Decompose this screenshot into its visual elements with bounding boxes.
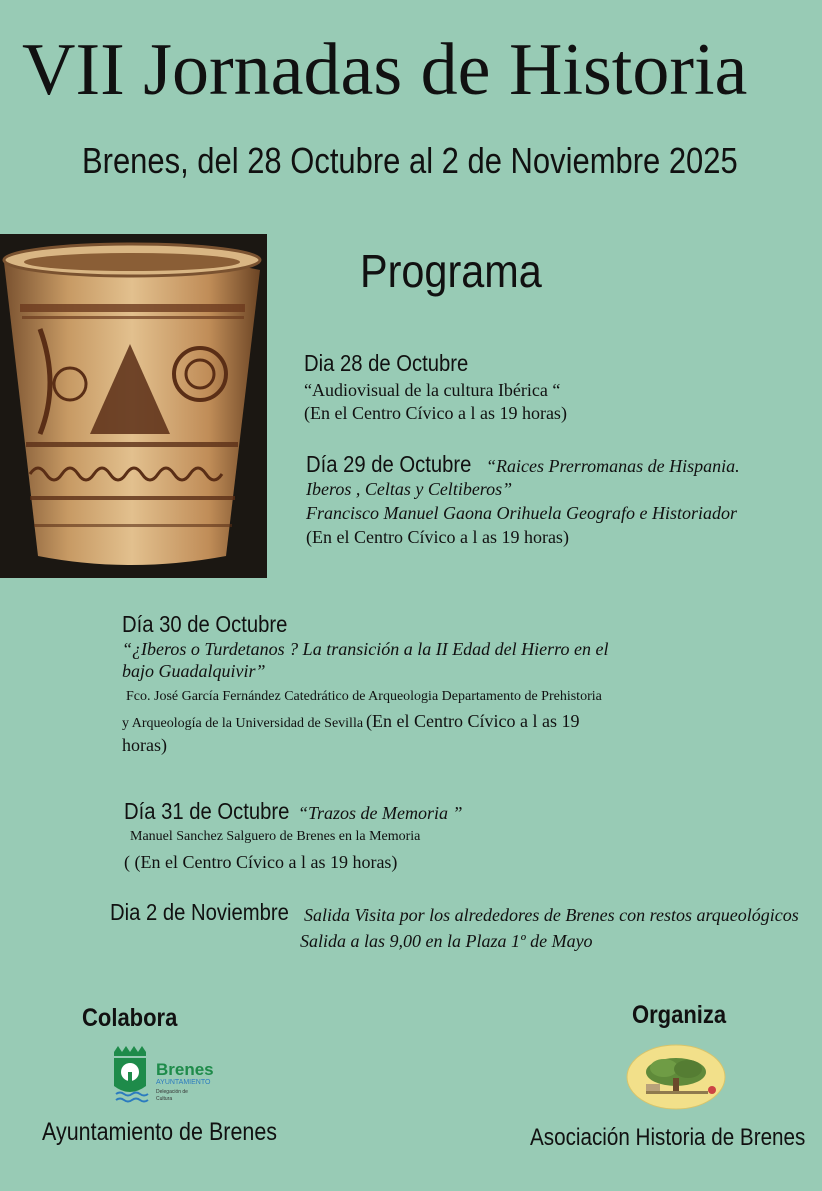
- event-28-place: (En el Centro Cívico a l as 19 horas): [304, 403, 567, 423]
- ayuntamiento-logo-word: Brenes: [156, 1060, 214, 1079]
- event-30-speaker-2: y Arqueología de la Universidad de Sevilla: [122, 716, 364, 731]
- event-31-title: “Trazos de Memoria ”: [298, 803, 463, 823]
- program-heading: Programa: [360, 245, 542, 297]
- event-31-speaker: Manuel Sanchez Salguero de Brenes en la Memoria: [130, 829, 421, 844]
- event-28-day: Dia 28 de Octubre: [304, 350, 469, 376]
- event-29-place: (En el Centro Cívico a l as 19 horas): [306, 527, 569, 547]
- ayuntamiento-name: Ayuntamiento de Brenes: [42, 1118, 278, 1146]
- colabora-label: Colabora: [82, 1004, 178, 1032]
- event-29-title-1: “Raices Prerromanas de Hispania.: [486, 456, 740, 476]
- event-nov2-day: Dia 2 de Noviembre: [110, 899, 289, 925]
- event-30-title-1: “¿Iberos o Turdetanos ? La transición a la II Edad del Hierro en el: [122, 639, 609, 659]
- asociacion-name: Asociación Historia de Brenes: [530, 1124, 806, 1151]
- event-29-speaker: Francisco Manuel Gaona Orihuela Geografo e Historiador: [306, 503, 737, 523]
- event-30-speaker-1: Fco. José García Fernández Catedrático de Arqueologia Departamento de Prehistoria: [126, 689, 602, 704]
- event-31-day: Día 31 de Octubre: [124, 798, 290, 824]
- event-nov2-line-1: Salida Visita por los alrededores de Brenes con restos arqueológicos: [304, 905, 799, 925]
- event-nov2-line-2: Salida a las 9,00 en la Plaza 1º de Mayo: [300, 931, 593, 951]
- ayuntamiento-logo-small-2: Cultura: [156, 1096, 173, 1102]
- iberian-vase-image: [0, 234, 267, 578]
- event-31-place: ( (En el Centro Cívico a l as 19 horas): [124, 852, 398, 872]
- event-title: VII Jornadas de Historia: [22, 29, 748, 111]
- event-29-day: Día 29 de Octubre: [306, 451, 472, 477]
- asociacion-logo: [626, 1044, 726, 1110]
- event-29-title-2: Iberos , Celtas y Celtiberos”: [306, 479, 513, 499]
- event-30-place-1: (En el Centro Cívico a l as 19: [366, 711, 580, 731]
- ayuntamiento-logo: [108, 1046, 220, 1108]
- ayuntamiento-logo-sub: AYUNTAMIENTO: [156, 1079, 211, 1086]
- event-30-place-2: horas): [122, 735, 167, 755]
- event-dates: Brenes, del 28 Octubre al 2 de Noviembre 2025: [82, 140, 738, 181]
- event-28-title: “Audiovisual de la cultura Ibérica “: [304, 380, 561, 400]
- ayuntamiento-logo-small-1: Delegación de: [156, 1089, 188, 1095]
- organiza-label: Organiza: [632, 1001, 727, 1029]
- event-30-day: Día 30 de Octubre: [122, 611, 288, 637]
- event-30-title-2: bajo Guadalquivir”: [122, 661, 266, 681]
